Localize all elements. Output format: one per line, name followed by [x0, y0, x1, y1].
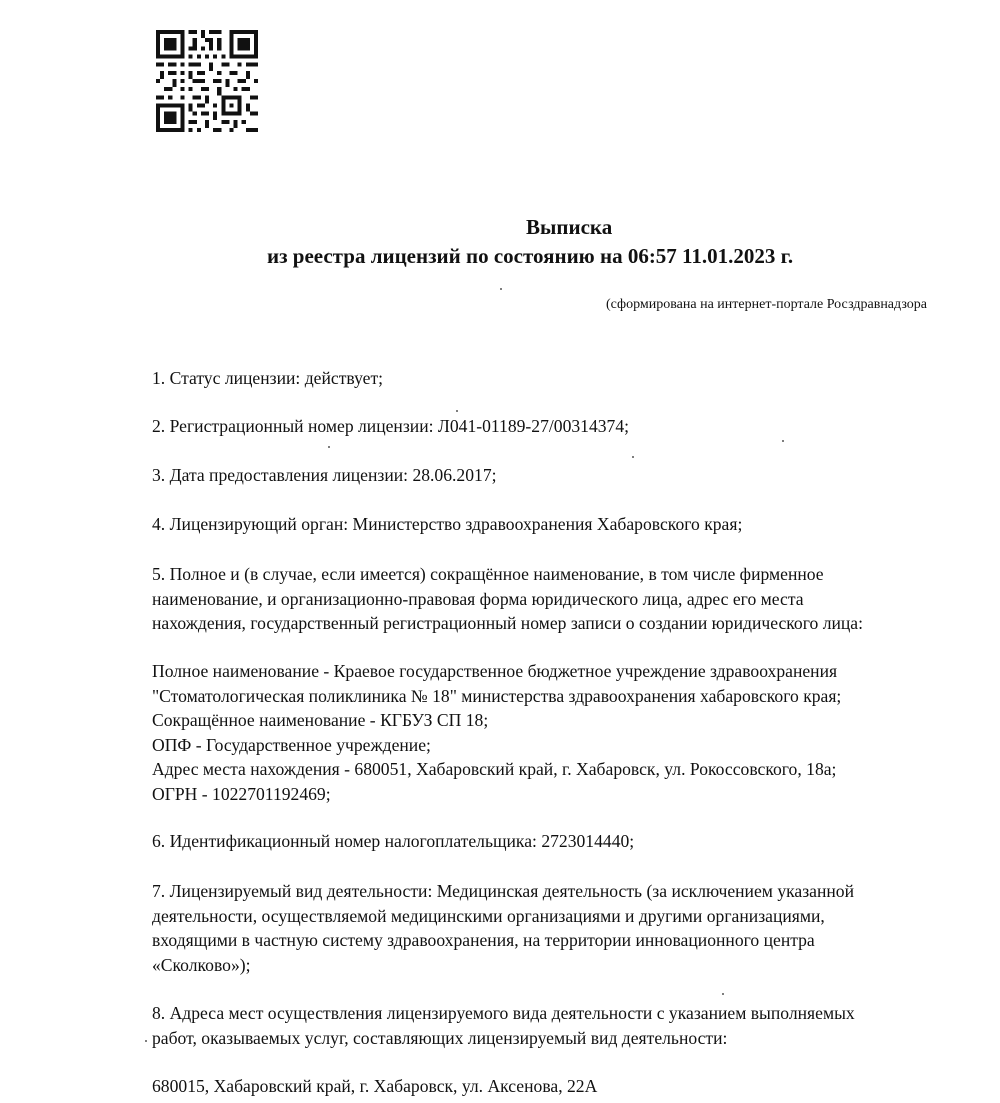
item7-line: 7. Лицензируемый вид деятельности: Медицинская деятельность (за исключением указанной — [152, 881, 855, 901]
item5-line: 5. Полное и (в случае, если имеется) сокращённое наименование, в том числе фирменное — [152, 564, 824, 584]
item7-line: «Сколково»); — [152, 954, 251, 975]
scan-speck — [632, 456, 634, 458]
scan-speck — [782, 440, 784, 442]
legal-entity-details — [152, 659, 841, 806]
legal-form: ОПФ - Государственное учреждение; — [152, 734, 431, 755]
source-note: (сформирована на интернет-портале Росздравнадзора — [606, 297, 927, 312]
activity-addresses-heading — [152, 1001, 855, 1050]
ogrn: ОГРН - 1022701192469; — [152, 783, 331, 804]
qr-code — [155, 30, 259, 132]
activity-address: 680015, Хабаровский край, г. Хабаровск, ул. Аксенова, 22А — [152, 1076, 598, 1096]
item7-line: деятельности, осуществляемой медицинскими организациями и другими организациями, — [152, 905, 825, 926]
item8-line: работ, оказываемых услуг, составляющих лицензируемый вид деятельности: — [152, 1027, 728, 1048]
scan-speck — [500, 288, 502, 290]
item7-line: входящими в частную систему здравоохранения, на территории инновационного центра — [152, 930, 815, 950]
license-status: 1. Статус лицензии: действует; — [152, 368, 384, 388]
scan-speck — [145, 1040, 147, 1042]
activity-type — [152, 879, 854, 977]
item5-line: нахождения, государственный регистрационный номер записи о создании юридического лица: — [152, 613, 863, 633]
item5-line: наименование, и организационно-правовая форма юридического лица, адрес его места — [152, 588, 804, 609]
legal-entity-heading — [152, 562, 863, 636]
license-date: 3. Дата предоставления лицензии: 28.06.2017; — [152, 465, 497, 485]
document-title: Выписка — [526, 215, 613, 239]
inn: 6. Идентификационный номер налогоплательщика: 2723014440; — [152, 831, 635, 851]
scan-speck — [456, 410, 458, 412]
full-name: Полное наименование - Краевое государственное бюджетное учреждение здравоохранения — [152, 661, 838, 681]
document-subtitle: из реестра лицензий по состоянию на 06:57 11.01.2023 г. — [267, 244, 794, 268]
scan-speck — [328, 446, 330, 448]
scan-speck — [722, 993, 724, 995]
item8-line: 8. Адреса мест осуществления лицензируемого вида деятельности с указанием выполняемых — [152, 1003, 855, 1023]
licensing-authority: 4. Лицензирующий орган: Министерство здравоохранения Хабаровского края; — [152, 514, 743, 534]
full-name-cont: "Стоматологическая поликлиника № 18" министерства здравоохранения хабаровского края; — [152, 685, 842, 706]
short-name: Сокращённое наименование - КГБУЗ СП 18; — [152, 710, 489, 730]
registration-number: 2. Регистрационный номер лицензии: Л041-01189-27/00314374; — [152, 416, 630, 436]
location-address: Адрес места нахождения - 680051, Хабаровский край, г. Хабаровск, ул. Рокоссовского, 18а; — [152, 759, 837, 779]
